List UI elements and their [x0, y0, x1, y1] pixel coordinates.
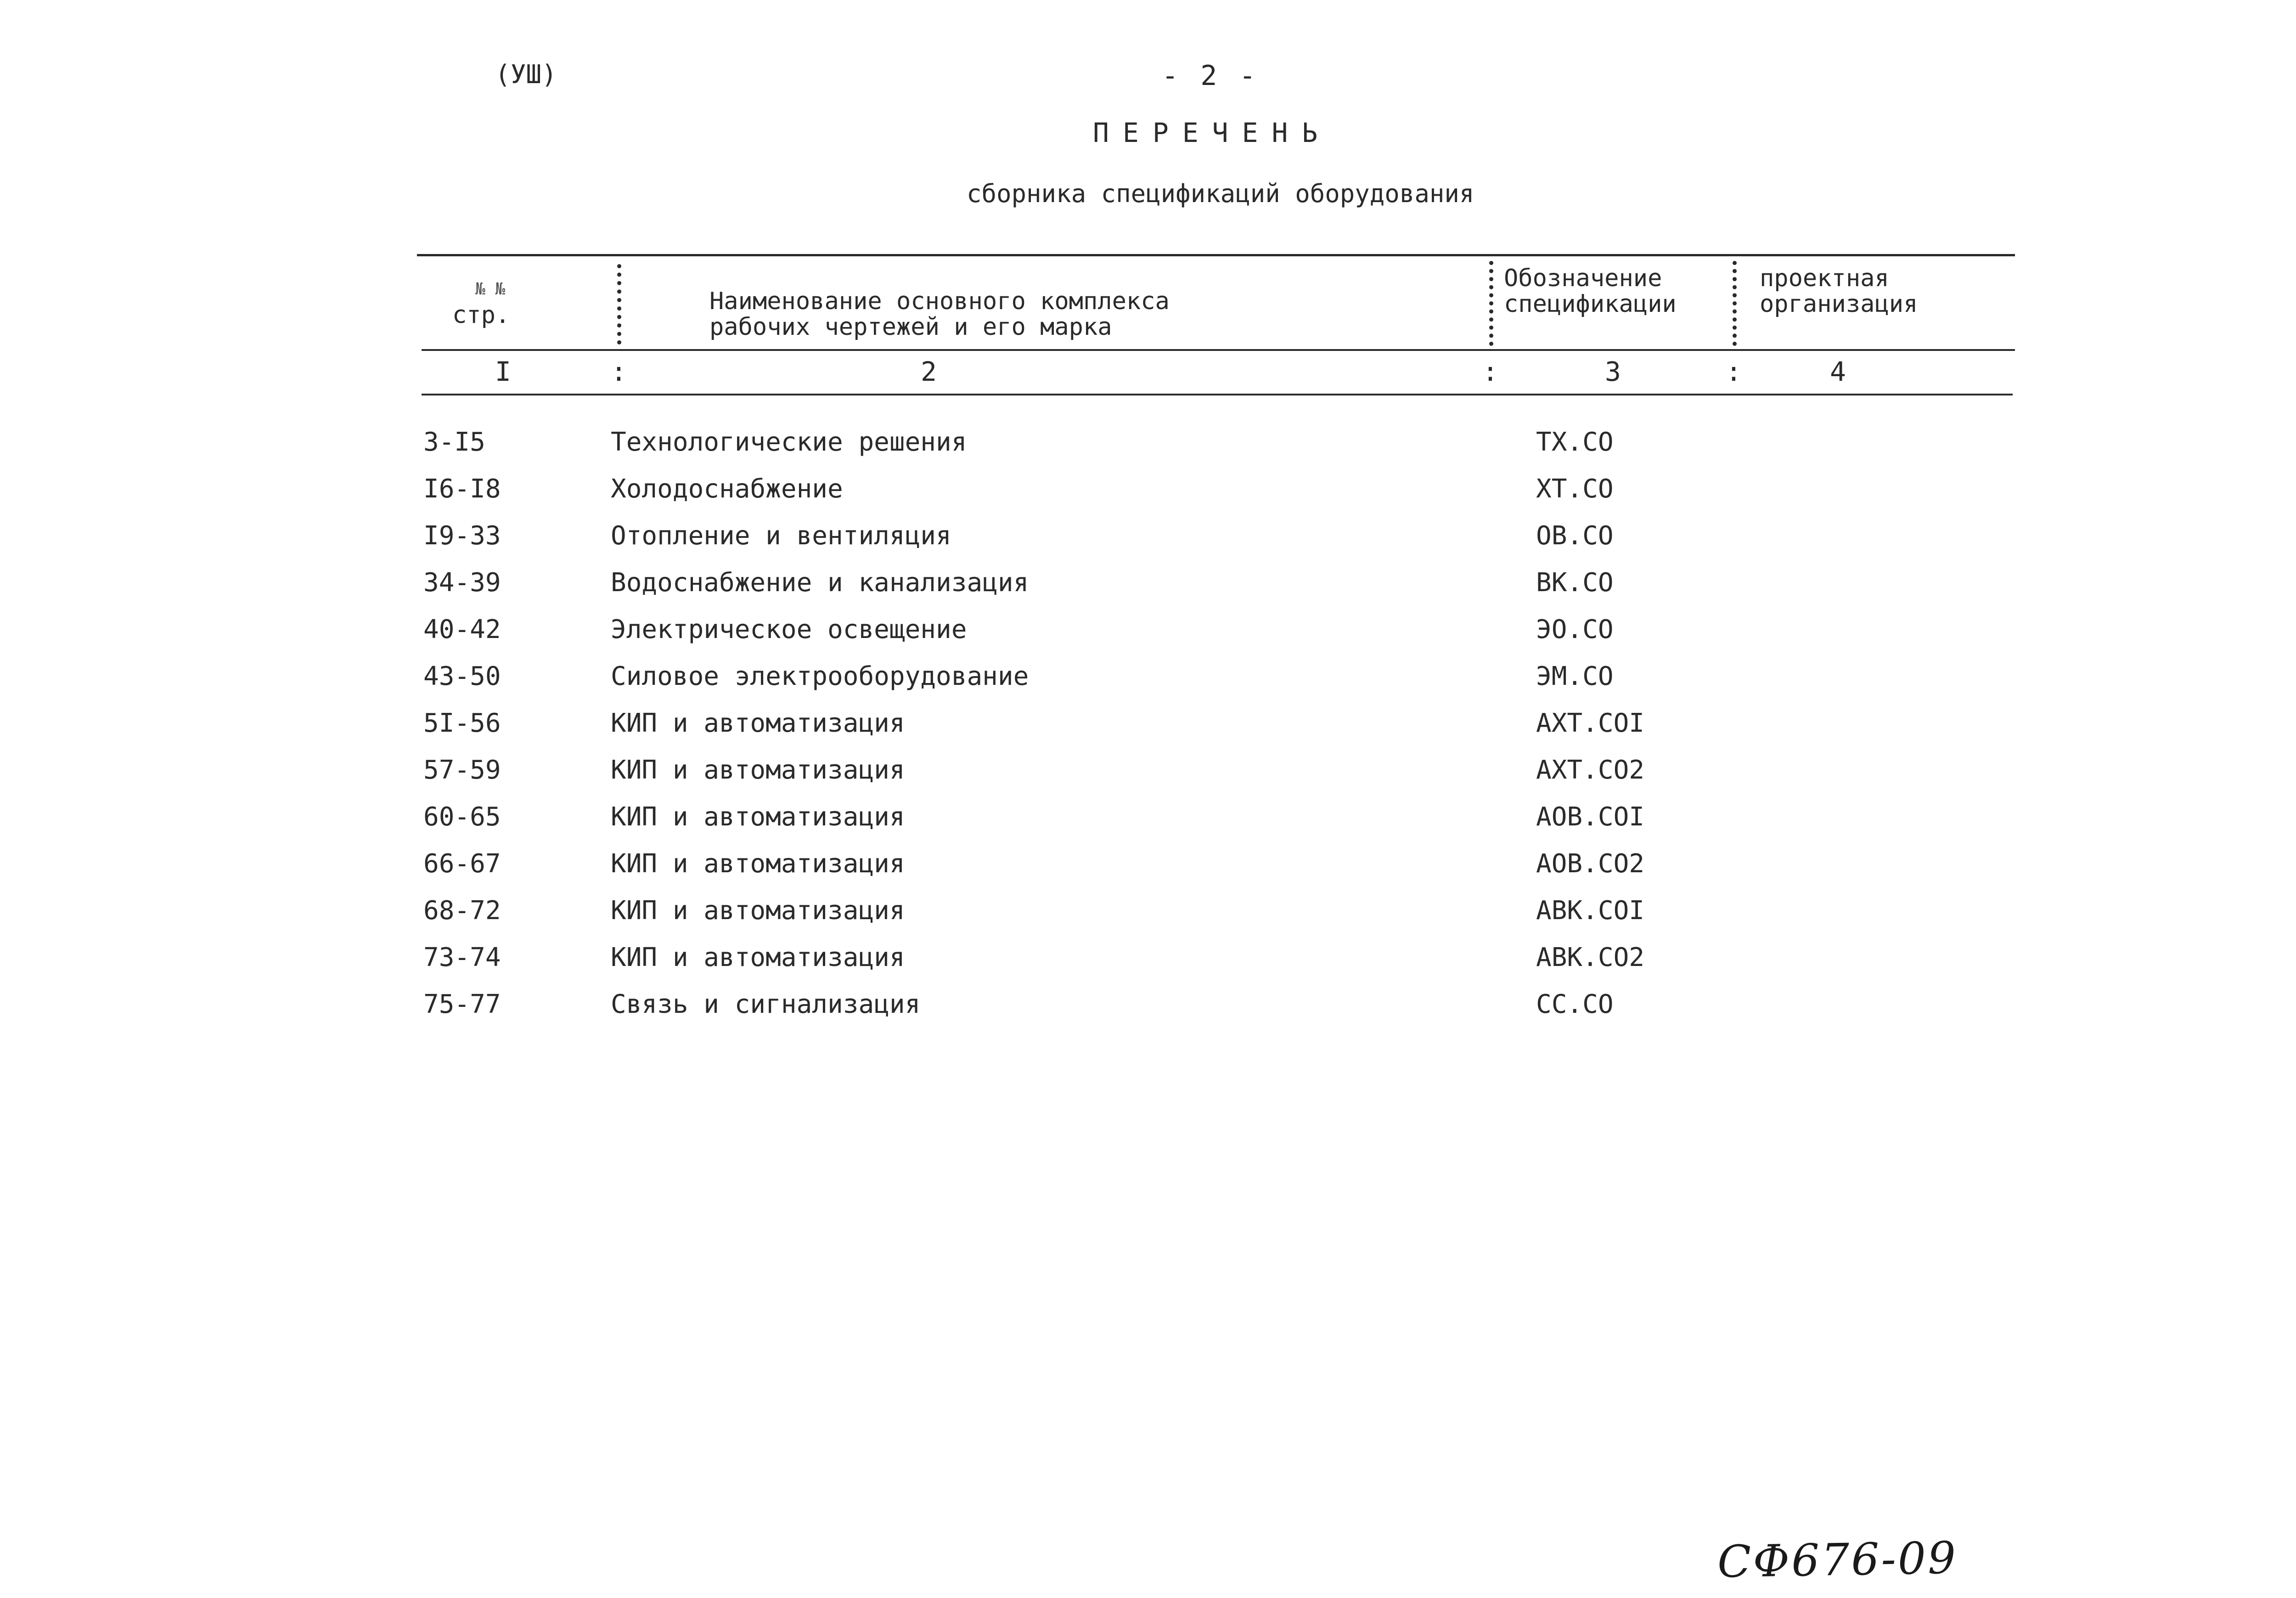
row-12-code: АВК.СО2	[1536, 943, 1645, 972]
row-9-code: АОВ.СОI	[1536, 802, 1645, 832]
header-col4-line2: организация	[1760, 290, 1918, 318]
row-5-name: Электрическое освещение	[611, 615, 967, 644]
column-number-1: I	[495, 356, 511, 387]
table-top-rule	[417, 254, 2015, 256]
header-col2-line2: рабочих чертежей и его марка	[709, 313, 1112, 341]
row-11-name: КИП и автоматизация	[611, 896, 905, 926]
row-12-name: КИП и автоматизация	[611, 943, 905, 972]
row-1-code: ТХ.СО	[1536, 427, 1614, 457]
colnum-bottom-rule	[422, 394, 2013, 395]
header-separator-1	[617, 264, 621, 344]
header-col4-line1: проектная	[1760, 265, 1889, 292]
row-12-pages: 73-74	[423, 943, 501, 972]
row-7-code: АХТ.СОI	[1536, 708, 1645, 738]
row-13-code: СС.СО	[1536, 989, 1614, 1019]
row-10-pages: 66-67	[423, 849, 501, 879]
header-bottom-rule	[422, 349, 2015, 351]
column-colon-1: :	[611, 356, 627, 387]
row-3-code: ОВ.СО	[1536, 521, 1614, 551]
header-col1	[452, 277, 510, 328]
row-11-code: АВК.СОI	[1536, 896, 1645, 926]
row-1-pages: 3-I5	[423, 427, 485, 457]
handwritten-signature: СФ676-09	[1717, 1532, 1958, 1588]
row-10-code: АОВ.СО2	[1536, 849, 1645, 879]
header-col2-line1: Наименование основного комплекса	[709, 288, 1170, 315]
column-number-4: 4	[1830, 356, 1846, 387]
page-number: - 2 -	[1162, 60, 1259, 92]
row-13-pages: 75-77	[423, 989, 501, 1019]
header-col2	[709, 288, 1170, 340]
row-10-name: КИП и автоматизация	[611, 849, 905, 879]
row-11-pages: 68-72	[423, 896, 501, 926]
header-col1-line2: стр.	[452, 301, 510, 329]
header-col1-line1: № №	[475, 280, 506, 299]
corner-mark: (УШ)	[495, 60, 557, 90]
row-4-code: ВК.СО	[1536, 568, 1614, 598]
row-2-code: ХТ.СО	[1536, 474, 1614, 504]
header-col4	[1760, 265, 1918, 317]
row-8-name: КИП и автоматизация	[611, 755, 905, 785]
header-separator-3	[1733, 261, 1737, 346]
row-7-name: КИП и автоматизация	[611, 708, 905, 738]
header-col3-line1: Обозначение	[1504, 265, 1662, 292]
row-4-pages: 34-39	[423, 568, 501, 598]
row-8-code: АХТ.СО2	[1536, 755, 1645, 785]
row-3-name: Отопление и вентиляция	[611, 521, 951, 551]
column-number-3: 3	[1605, 356, 1621, 387]
row-6-name: Силовое электрооборудование	[611, 661, 1029, 691]
row-8-pages: 57-59	[423, 755, 501, 785]
row-2-pages: I6-I8	[423, 474, 501, 504]
document-subtitle: сборника спецификаций оборудования	[967, 179, 1474, 208]
row-2-name: Холодоснабжение	[611, 474, 843, 504]
column-number-2: 2	[921, 356, 937, 387]
header-col3	[1504, 265, 1677, 317]
column-colon-2: :	[1482, 356, 1498, 387]
row-13-name: Связь и сигнализация	[611, 989, 921, 1019]
row-4-name: Водоснабжение и канализация	[611, 568, 1029, 598]
row-6-pages: 43-50	[423, 661, 501, 691]
header-separator-2	[1489, 261, 1493, 346]
document-title: ПЕРЕЧЕНЬ	[1093, 117, 1332, 148]
row-1-name: Технологические решения	[611, 427, 967, 457]
row-9-name: КИП и автоматизация	[611, 802, 905, 832]
header-col3-line2: спецификации	[1504, 290, 1677, 318]
row-5-code: ЭО.СО	[1536, 615, 1614, 644]
row-3-pages: I9-33	[423, 521, 501, 551]
row-7-pages: 5I-56	[423, 708, 501, 738]
row-5-pages: 40-42	[423, 615, 501, 644]
row-9-pages: 60-65	[423, 802, 501, 832]
row-6-code: ЭМ.СО	[1536, 661, 1614, 691]
column-colon-3: :	[1726, 356, 1742, 387]
